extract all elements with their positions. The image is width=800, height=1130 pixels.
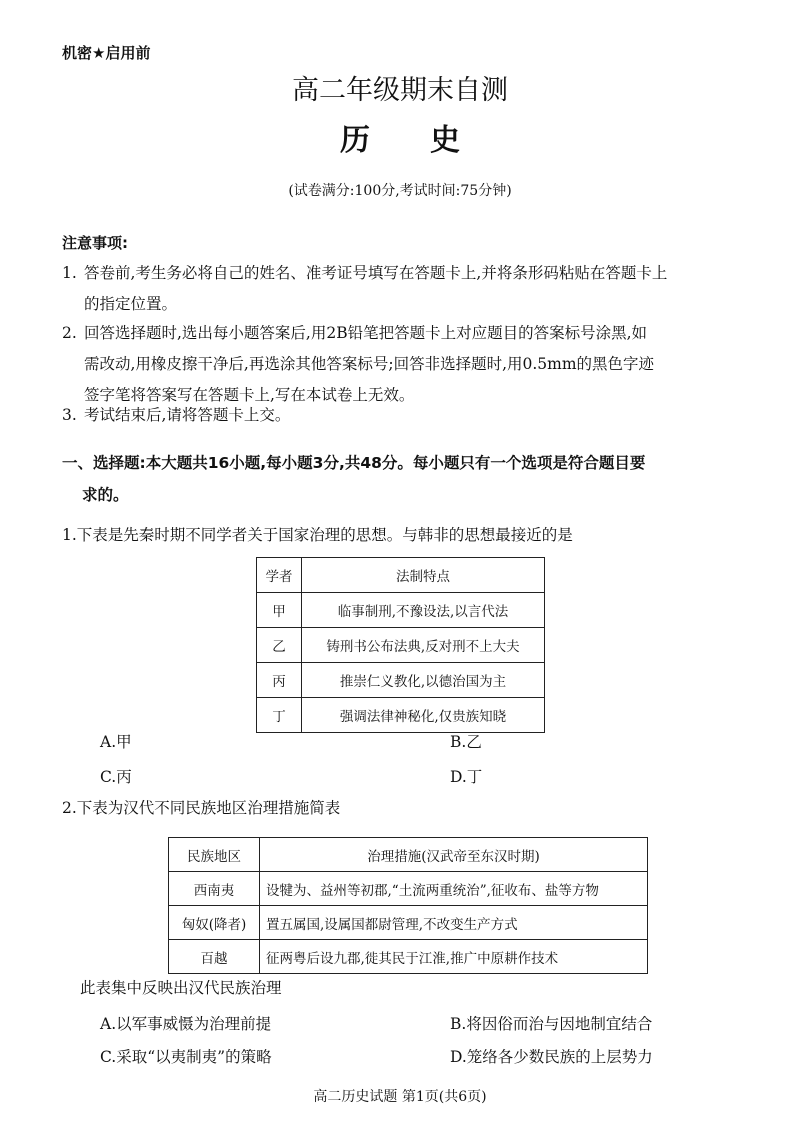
table-cell: 铸刑书公布法典,反对刑不上大夫 (302, 628, 545, 663)
table-cell: 推崇仁义教化,以德治国为主 (302, 663, 545, 698)
note-text: 的指定位置。 (84, 295, 178, 313)
table-cell: 匈奴(降者) (169, 906, 260, 940)
table-header-cell: 法制特点 (302, 558, 545, 593)
note-number: 2. (62, 324, 77, 342)
table-cell: 强调法律神秘化,仅贵族知晓 (302, 698, 545, 733)
question-1-table (256, 557, 545, 733)
question-2-table (168, 837, 648, 974)
table-row (257, 593, 545, 628)
note-item (62, 258, 762, 320)
table-row (257, 628, 545, 663)
table-cell: 乙 (257, 628, 302, 663)
note-item (62, 400, 762, 431)
table-header-cell: 学者 (257, 558, 302, 593)
table-row (169, 906, 648, 940)
table-cell: 设犍为、益州等初郡,“土流两重统治”,征收布、盐等方物 (260, 872, 648, 906)
question-1-option-c: C.丙 (100, 768, 132, 786)
section-heading (62, 447, 762, 511)
note-number: 1. (62, 264, 77, 282)
table-cell: 西南夷 (169, 872, 260, 906)
table-cell: 百越 (169, 940, 260, 974)
table-cell: 置五属国,设属国都尉管理,不改变生产方式 (260, 906, 648, 940)
note-text: 考试结束后,请将答题卡上交。 (84, 406, 291, 424)
classification-label: 机密★启用前 (62, 44, 151, 62)
notes-heading: 注意事项: (62, 234, 128, 252)
table-cell: 甲 (257, 593, 302, 628)
question-1-option-a: A.甲 (100, 733, 132, 751)
subject-title: 历史 (340, 123, 520, 158)
note-number: 3. (62, 406, 77, 424)
table-header-row (257, 558, 545, 593)
question-2-option-d: D.笼络各少数民族的上层势力 (450, 1048, 653, 1066)
table-cell: 征两粤后设九郡,徙其民于江淮,推广中原耕作技术 (260, 940, 648, 974)
table-cell: 丙 (257, 663, 302, 698)
table-row (169, 872, 648, 906)
table-header-cell: 民族地区 (169, 838, 260, 872)
note-text: 签字笔将答案写在答题卡上,写在本试卷上无效。 (84, 386, 415, 404)
table-header-cell: 治理措施(汉武帝至东汉时期) (260, 838, 648, 872)
section-heading-line: 求的。 (82, 486, 129, 504)
note-text: 回答选择题时,选出每小题答案后,用2B铅笔把答题卡上对应题目的答案标号涂黑,如 (84, 324, 648, 342)
question-1-stem: 1.下表是先秦时期不同学者关于国家治理的思想。与韩非的思想最接近的是 (62, 526, 573, 544)
question-2-option-c: C.采取“以夷制夷”的策略 (100, 1048, 272, 1066)
table-header-row (169, 838, 648, 872)
question-2-stem: 2.下表为汉代不同民族地区治理措施简表 (62, 799, 341, 817)
question-1-option-b: B.乙 (450, 733, 482, 751)
question-2-option-b: B.将因俗而治与因地制宜结合 (450, 1015, 653, 1033)
section-heading-line: 一、选择题:本大题共16小题,每小题3分,共48分。每小题只有一个选项是符合题目要 (62, 454, 646, 472)
table-row (257, 698, 545, 733)
page-footer: 高二历史试题 第1页(共6页) (313, 1089, 487, 1105)
note-text: 需改动,用橡皮擦干净后,再选涂其他答案标号;回答非选择题时,用0.5mm的黑色字迹 (84, 355, 655, 373)
table-cell: 丁 (257, 698, 302, 733)
question-1-option-d: D.丁 (450, 768, 483, 786)
question-2-option-a: A.以军事威慑为治理前提 (100, 1015, 272, 1033)
exam-title: 高二年级期末自测 (292, 75, 508, 106)
table-row (257, 663, 545, 698)
table-cell: 临事制刑,不豫设法,以言代法 (302, 593, 545, 628)
note-text: 答卷前,考生务必将自己的姓名、准考证号填写在答题卡上,并将条形码粘贴在答题卡上 (84, 264, 668, 282)
note-item (62, 318, 762, 411)
exam-info: (试卷满分:100分,考试时间:75分钟) (288, 183, 512, 199)
table-row (169, 940, 648, 974)
question-2-lead: 此表集中反映出汉代民族治理 (80, 979, 282, 997)
